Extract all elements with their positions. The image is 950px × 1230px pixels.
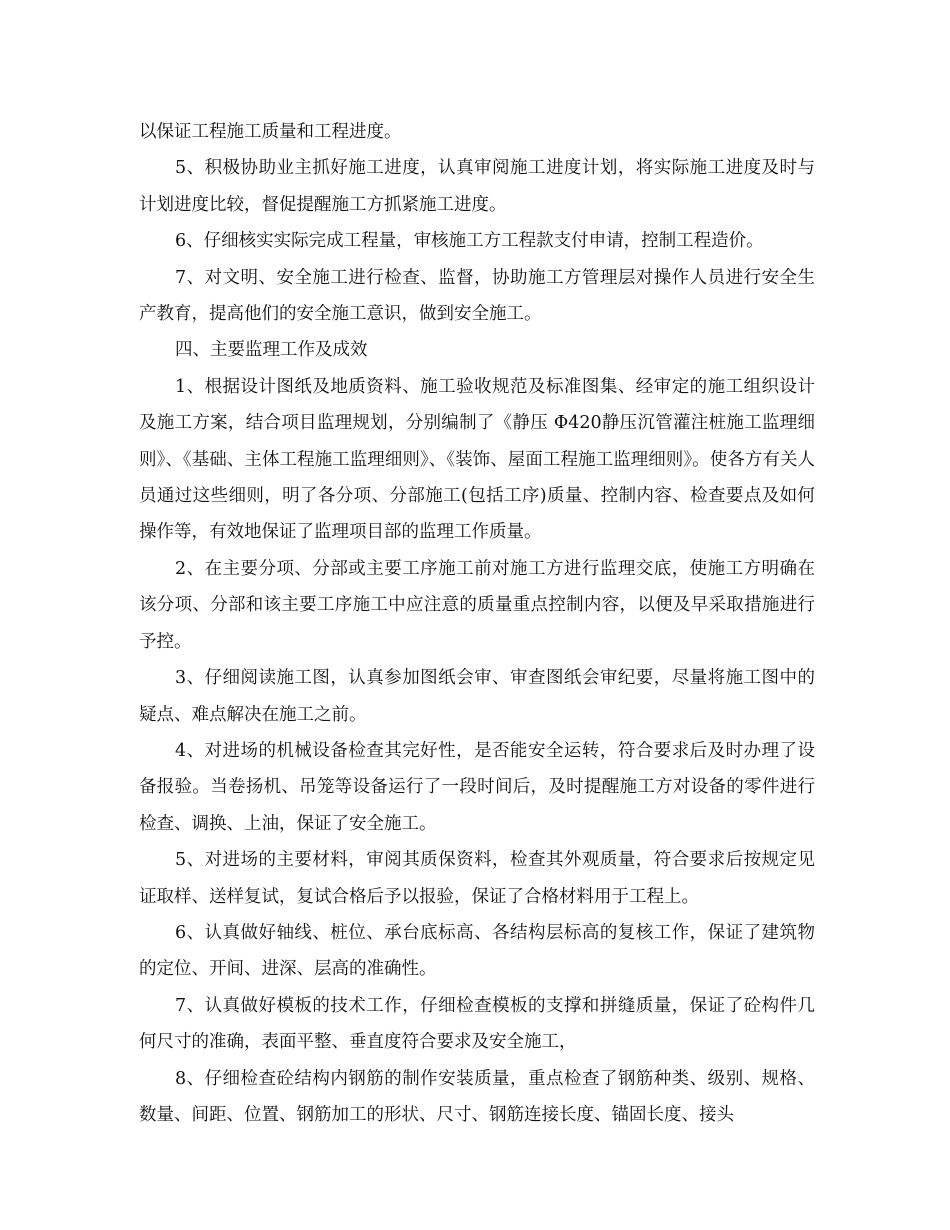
paragraph: 7、对文明、安全施工进行检查、监督，协助施工方管理层对操作人员进行安全生产教育，提高他们的安全施工意识，做到安全施工。: [139, 267, 815, 325]
paragraph: 6、仔细核实实际完成工程量，审核施工方工程款支付申请，控制工程造价。: [175, 231, 764, 252]
section-heading: 四、主要监理工作及成效: [175, 340, 368, 361]
paragraph: 3、仔细阅读施工图，认真参加图纸会审、审查图纸会审纪要，尽量将施工图中的疑点、难点解决在施工之前。: [139, 668, 815, 725]
paragraph: 5、积极协助业主抓好施工进度，认真审阅施工进度计划，将实际施工进度及时与计划进度比较，督促提醒施工方抓紧施工进度。: [139, 158, 815, 215]
paragraph: 7、认真做好模板的技术工作，仔细检查模板的支撑和拼缝质量，保证了砼构件几何尺寸的准确，表面平整、垂直度符合要求及安全施工，: [139, 995, 815, 1053]
paragraph: 以保证工程施工质量和工程进度。: [139, 122, 402, 142]
paragraph: 2、在主要分项、分部或主要工序施工前对施工方进行监理交底，使施工方明确在该分项、分部和该主要工序施工中应注意的质量重点控制内容，以便及早采取措施进行予控。: [139, 558, 815, 652]
document-body: [139, 114, 815, 1133]
paragraph: 8、仔细检查砼结构内钢筋的制作安装质量，重点检查了钢筋种类、级别、规格、数量、间距、位置、钢筋加工的形状、尺寸、钢筋连接长度、锚固长度、接头: [139, 1068, 815, 1125]
paragraph: 6、认真做好轴线、桩位、承台底标高、各结构层标高的复核工作，保证了建筑物的定位、开间、进深、层高的准确性。: [139, 922, 815, 980]
paragraph: 1、根据设计图纸及地质资料、施工验收规范及标准图集、经审定的施工组织设计及施工方案，结合项目监理规划，分别编制了《静压 Φ420静压沉管灌注桩施工监理细则》、《基础、主体工程施工监理细则》、《装饰、屋面工程施工监理细则》。使各方有关人员通过这些细则，明了各分项、分部施工(包括工序)质量、控制内容、检查要点及如何操作等，有效地保证了监理项目部的监理工作质量。: [139, 376, 815, 543]
paragraph: 5、对进场的主要材料，审阅其质保资料，检查其外观质量，符合要求后按规定见证取样、送样复试，复试合格后予以报验，保证了合格材料用于工程上。: [139, 850, 815, 907]
paragraph: 4、对进场的机械设备检查其完好性，是否能安全运转，符合要求后及时办理了设备报验。当卷扬机、吊笼等设备运行了一段时间后，及时提醒施工方对设备的零件进行检查、调换、上油，保证了安全施工。: [139, 740, 815, 834]
